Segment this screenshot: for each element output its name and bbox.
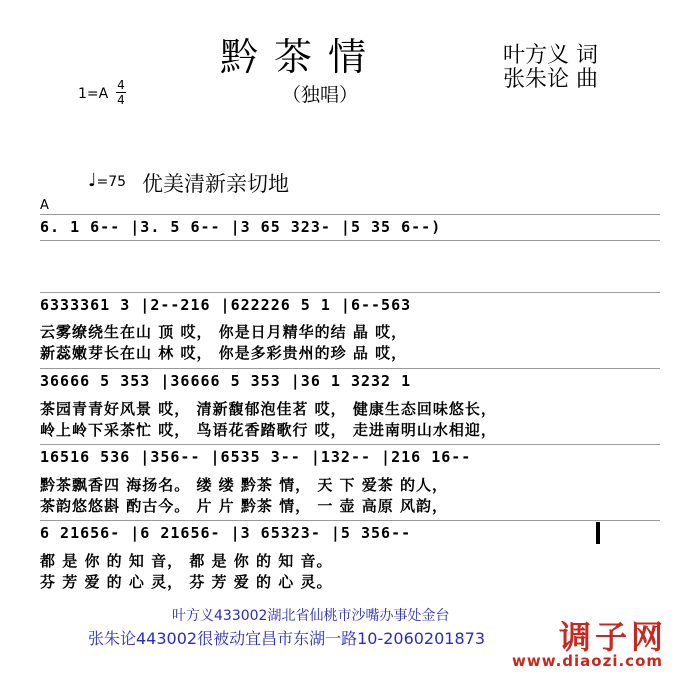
section-label: A: [40, 198, 49, 213]
staff-divider: [40, 520, 660, 521]
site-watermark: 调子网: [558, 618, 667, 656]
final-barline: [596, 522, 600, 544]
expression-marking: 优美清新亲切地: [142, 172, 289, 196]
staff-divider: [40, 292, 660, 293]
tempo-value: =75: [96, 174, 127, 190]
quarter-note-icon: ♩: [88, 170, 97, 191]
time-signature: [116, 78, 126, 107]
lyricist-credit: 叶方义 词: [503, 43, 598, 68]
score-line-5: 6 21656- |6 21656- |3 65323- |5 356--: [40, 524, 412, 542]
lyric-line-4a: 黔茶飘香四 海扬名。 缕 缕 黔茶 情， 天 下 爱茶 的人，: [40, 476, 449, 494]
credits: [503, 44, 598, 92]
song-title: 黔茶情: [220, 35, 383, 79]
time-signature-bottom: 4: [117, 93, 125, 107]
score-line-4: 16516 536 |356-- |6535 3-- |132-- |216 16--: [40, 448, 472, 466]
tempo-marking: [88, 170, 126, 191]
lyric-line-3a: 茶园青青好风景 哎， 清新馥郁泡佳茗 哎， 健康生态回味悠长，: [40, 400, 497, 418]
song-subtitle: （独唱）: [282, 84, 359, 106]
lyric-line-5a: 都 是 你 的 知 音， 都 是 你 的 知 音。: [40, 552, 333, 570]
score-line-1: 6. 1 6-- |3. 5 6-- |3 65 323- |5 35 6--): [40, 218, 442, 236]
footer-address-2: 张朱论443002很被动宜昌市东湖一路10-2060201873: [88, 629, 486, 648]
lyric-line-5b: 芬 芳 爱 的 心 灵， 芬 芳 爱 的 心 灵。: [40, 573, 333, 591]
staff-divider: [40, 214, 660, 215]
staff-divider: [40, 240, 660, 241]
score-line-3: 36666 5 353 |36666 5 353 |36 1 3232 1: [40, 372, 412, 390]
lyric-line-4b: 茶韵悠悠斟 酌古今。 片 片 黔茶 情， 一 壶 高原 风韵，: [40, 497, 449, 515]
site-watermark-url: www.diaozi.com: [511, 652, 663, 670]
footer-address-1: 叶方义433002湖北省仙桃市沙嘴办事处金台: [172, 608, 450, 624]
score-line-2: 6333361 3 |2--216 |622226 5 1 |6--563: [40, 296, 412, 314]
staff-divider: [40, 444, 660, 445]
lyric-line-2a: 云雾缭绕生在山 顶 哎， 你是日月精华的结 晶 哎，: [40, 323, 408, 341]
key-signature: 1=A: [78, 86, 109, 102]
composer-credit: 张朱论 曲: [503, 67, 598, 92]
lyric-line-3b: 岭上岭下采茶忙 哎， 鸟语花香踏歌行 哎， 走进南明山水相迎，: [40, 421, 497, 439]
lyric-line-2b: 新蕊嫩芽长在山 林 哎， 你是多彩贵州的珍 品 哎，: [40, 344, 408, 362]
staff-divider: [40, 368, 660, 369]
time-signature-top: 4: [117, 78, 125, 92]
